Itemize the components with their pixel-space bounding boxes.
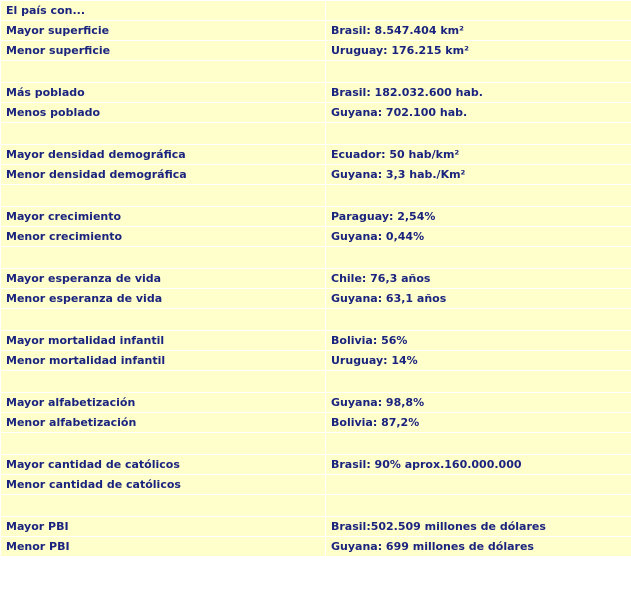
table-row xyxy=(1,289,631,309)
row-value-cell xyxy=(326,61,631,83)
row-label-cell: Mayor superficie xyxy=(1,21,326,41)
table-spacer-row xyxy=(1,371,631,393)
table-row xyxy=(1,269,631,289)
table-row xyxy=(1,103,631,123)
row-value-cell: Brasil: 182.032.600 hab. xyxy=(326,83,631,103)
table-row xyxy=(1,227,631,247)
row-value-cell xyxy=(326,123,631,145)
row-label-cell: Menor PBI xyxy=(1,537,326,557)
row-label-cell: Mayor esperanza de vida xyxy=(1,269,326,289)
row-label-cell: Mayor PBI xyxy=(1,517,326,537)
table-spacer-row xyxy=(1,61,631,83)
row-label-cell: Menor crecimiento xyxy=(1,227,326,247)
table-header-row xyxy=(1,1,631,21)
row-value-cell xyxy=(326,433,631,455)
row-label-cell: Menos poblado xyxy=(1,103,326,123)
table-spacer-row xyxy=(1,495,631,517)
row-value-cell: Bolivia: 87,2% xyxy=(326,413,631,433)
table-row xyxy=(1,393,631,413)
row-value-cell: Guyana: 699 millones de dólares xyxy=(326,537,631,557)
table-row xyxy=(1,537,631,557)
row-value-cell xyxy=(326,185,631,207)
row-value-cell: Guyana: 63,1 años xyxy=(326,289,631,309)
row-label-cell xyxy=(1,433,326,455)
table-row xyxy=(1,207,631,227)
row-label-cell: Menor esperanza de vida xyxy=(1,289,326,309)
row-value-cell: Chile: 76,3 años xyxy=(326,269,631,289)
table-spacer-row xyxy=(1,185,631,207)
table-row xyxy=(1,413,631,433)
row-value-cell: Brasil:502.509 millones de dólares xyxy=(326,517,631,537)
table-spacer-row xyxy=(1,433,631,455)
row-value-cell xyxy=(326,475,631,495)
row-label-cell: Menor alfabetización xyxy=(1,413,326,433)
row-value-cell: Guyana: 98,8% xyxy=(326,393,631,413)
table-row xyxy=(1,331,631,351)
row-label-cell: Menor superficie xyxy=(1,41,326,61)
row-value-cell xyxy=(326,495,631,517)
table-row xyxy=(1,517,631,537)
header-value-cell xyxy=(326,1,631,21)
row-label-cell: Mayor cantidad de católicos xyxy=(1,455,326,475)
row-value-cell: Guyana: 3,3 hab./Km² xyxy=(326,165,631,185)
table-row xyxy=(1,475,631,495)
table-row xyxy=(1,165,631,185)
table-row xyxy=(1,41,631,61)
row-label-cell: Mayor mortalidad infantil xyxy=(1,331,326,351)
table-spacer-row xyxy=(1,123,631,145)
row-label-cell xyxy=(1,185,326,207)
stats-table-body xyxy=(1,1,631,557)
row-label-cell xyxy=(1,371,326,393)
table-row xyxy=(1,83,631,103)
row-label-cell xyxy=(1,61,326,83)
table-row xyxy=(1,21,631,41)
row-label-cell: Menor cantidad de católicos xyxy=(1,475,326,495)
table-row xyxy=(1,145,631,165)
row-label-cell: Más poblado xyxy=(1,83,326,103)
row-value-cell: Brasil: 90% aprox.160.000.000 xyxy=(326,455,631,475)
table-row xyxy=(1,455,631,475)
row-label-cell xyxy=(1,309,326,331)
row-label-cell: Mayor crecimiento xyxy=(1,207,326,227)
row-value-cell: Ecuador: 50 hab/km² xyxy=(326,145,631,165)
row-label-cell: Menor mortalidad infantil xyxy=(1,351,326,371)
header-label-cell: El país con... xyxy=(1,1,326,21)
row-value-cell: Guyana: 702.100 hab. xyxy=(326,103,631,123)
row-value-cell: Brasil: 8.547.404 km² xyxy=(326,21,631,41)
row-value-cell: Bolivia: 56% xyxy=(326,331,631,351)
row-value-cell xyxy=(326,309,631,331)
table-spacer-row xyxy=(1,309,631,331)
row-label-cell: Mayor densidad demográfica xyxy=(1,145,326,165)
row-label-cell xyxy=(1,247,326,269)
row-value-cell xyxy=(326,247,631,269)
row-label-cell xyxy=(1,495,326,517)
row-value-cell: Uruguay: 176.215 km² xyxy=(326,41,631,61)
row-value-cell: Uruguay: 14% xyxy=(326,351,631,371)
row-label-cell: Mayor alfabetización xyxy=(1,393,326,413)
row-value-cell: Guyana: 0,44% xyxy=(326,227,631,247)
row-value-cell: Paraguay: 2,54% xyxy=(326,207,631,227)
row-value-cell xyxy=(326,371,631,393)
row-label-cell: Menor densidad demográfica xyxy=(1,165,326,185)
table-spacer-row xyxy=(1,247,631,269)
table-row xyxy=(1,351,631,371)
row-label-cell xyxy=(1,123,326,145)
